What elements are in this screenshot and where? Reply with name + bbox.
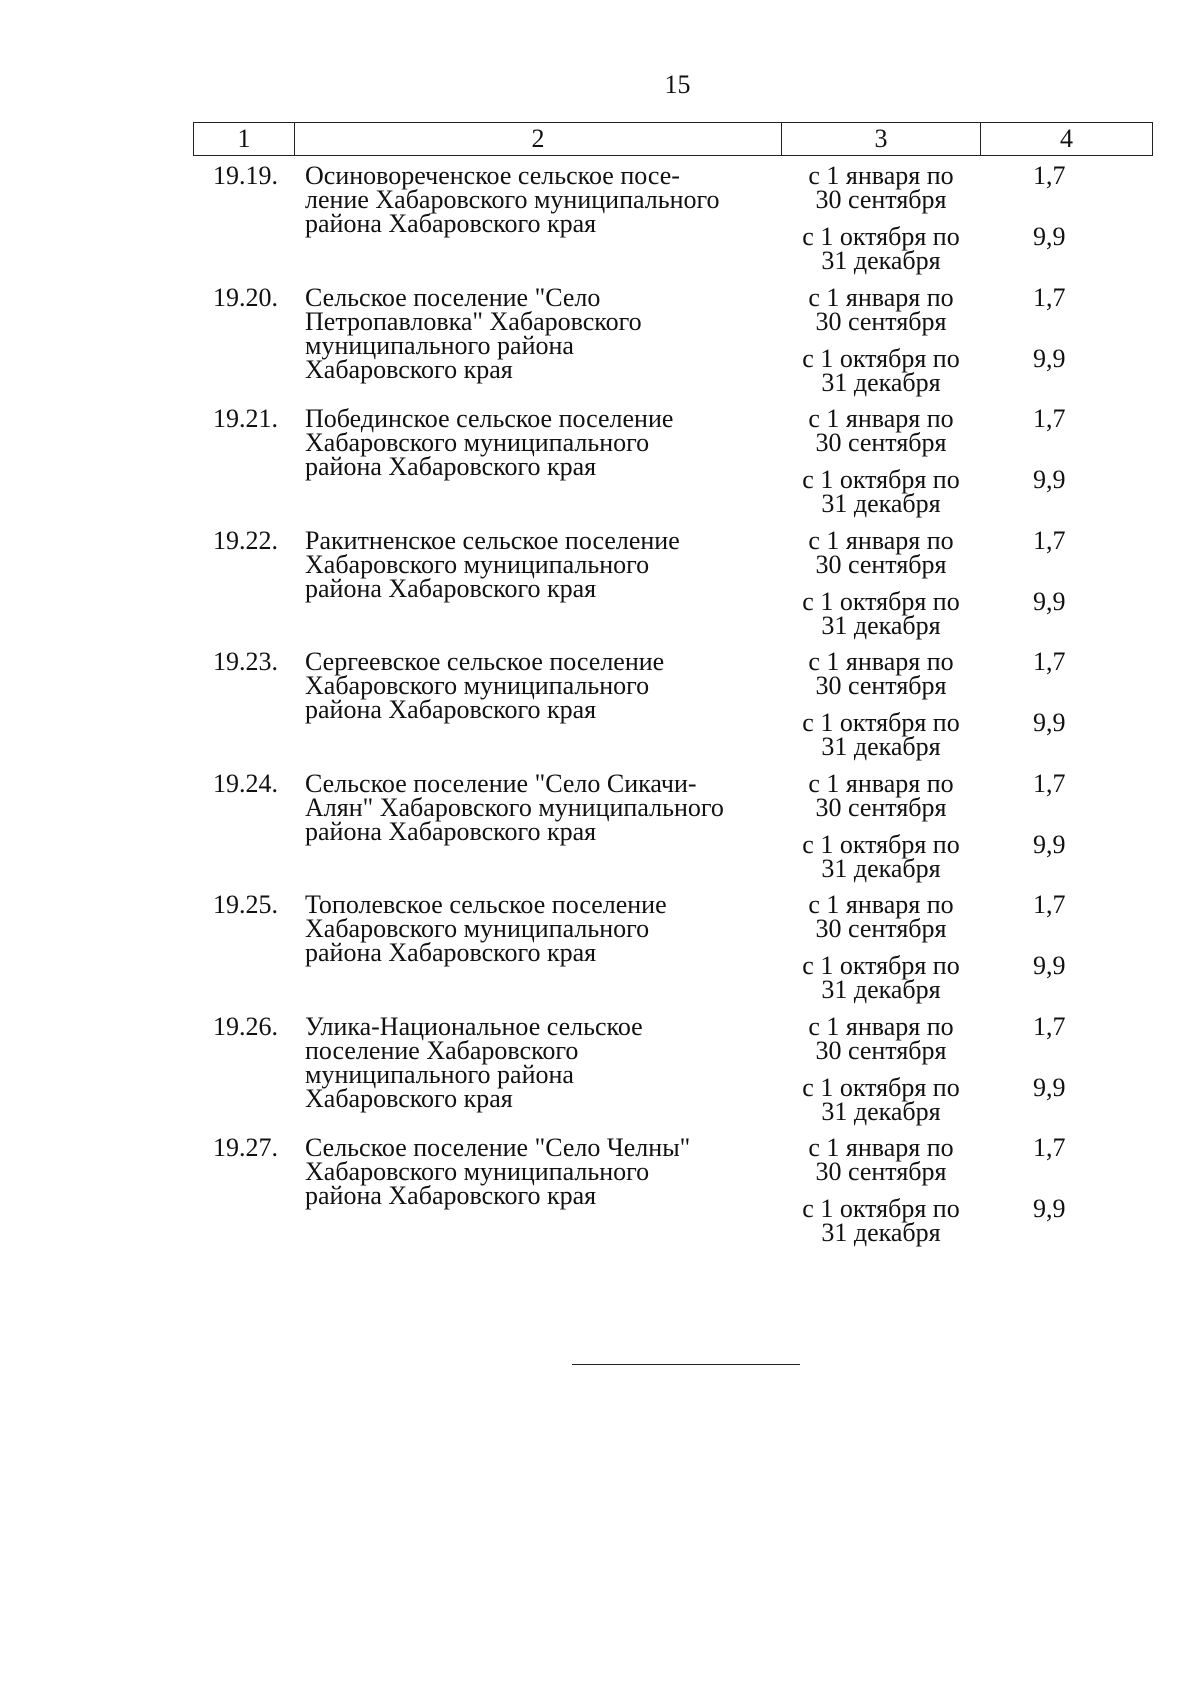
period-cell	[791, 768, 971, 822]
settlement-name-line: Сельское поселение "Село Сикачи-	[305, 768, 697, 798]
period-line: с 1 января по	[808, 1011, 954, 1041]
table-header	[193, 122, 1153, 156]
period-line: с 1 октября по	[802, 708, 960, 737]
settlement-name-line: Хабаровского муниципального	[305, 914, 650, 943]
table-row	[193, 647, 1153, 772]
period-line: 31 декабря	[821, 246, 941, 275]
period-cell	[791, 708, 971, 761]
period-line: с 1 января по	[808, 1133, 954, 1162]
rate-value: 1,7	[1033, 1133, 1066, 1162]
rate-value: 1,7	[1033, 161, 1066, 190]
period-line: 31 декабря	[821, 975, 941, 1004]
table-body	[193, 161, 1153, 1258]
settlement-name-line: Хабаровского муниципального	[305, 671, 650, 700]
period-line: 31 декабря	[821, 367, 941, 397]
period-line: с 1 января по	[808, 647, 954, 676]
period-line: с 1 октября по	[802, 1194, 960, 1223]
settlement-name-line: района Хабаровского края	[305, 816, 597, 846]
period-cell	[791, 282, 971, 336]
rate-value: 1,7	[1033, 282, 1066, 312]
period-line: 31 декабря	[821, 732, 941, 761]
period-line: с 1 октября по	[802, 829, 960, 859]
header-cell: 2	[295, 123, 782, 155]
settlement-name	[305, 647, 775, 724]
period-line: 30 сентября	[815, 792, 947, 822]
period-cell	[791, 343, 971, 397]
period-line: 31 декабря	[821, 489, 941, 518]
settlement-name-line: Сергеевское сельское поселение	[305, 647, 665, 676]
period-cell	[791, 1072, 971, 1126]
period-line: с 1 января по	[808, 525, 954, 555]
period-line: с 1 октября по	[802, 951, 960, 980]
table-row	[193, 768, 1153, 894]
settlement-name-line: Осиновореченское сельское посе-	[305, 161, 680, 190]
rate-value: 9,9	[1033, 708, 1066, 737]
period-cell	[791, 951, 971, 1004]
settlement-name-line: Хабаровского края	[305, 1083, 513, 1113]
period-line: 30 сентября	[815, 914, 947, 943]
period-cell	[791, 890, 971, 943]
period-line: 31 декабря	[821, 1096, 941, 1126]
settlement-name-line: Хабаровского муниципального	[305, 428, 650, 457]
period-line: с 1 января по	[808, 768, 954, 798]
period-cell	[791, 404, 971, 457]
rate-value: 9,9	[1033, 1072, 1066, 1102]
row-number: 19.25.	[213, 890, 278, 919]
period-cell	[791, 222, 971, 275]
rate-value: 9,9	[1033, 222, 1066, 251]
period-cell	[791, 161, 971, 214]
settlement-name	[305, 282, 775, 384]
period-line: с 1 октября по	[802, 222, 960, 251]
settlement-name-line: Петропавловка" Хабаровского	[305, 306, 642, 336]
settlement-name-line: района Хабаровского края	[305, 452, 597, 481]
period-line: 31 декабря	[821, 1218, 941, 1247]
period-cell	[791, 525, 971, 579]
period-line: 31 декабря	[821, 853, 941, 883]
settlement-name	[305, 890, 775, 967]
end-divider	[572, 1364, 800, 1365]
period-line: 30 сентября	[815, 671, 947, 700]
settlement-name-line: Алян" Хабаровского муниципального	[305, 792, 724, 822]
settlement-name-line: муниципального района	[305, 330, 574, 360]
settlement-name-line: Побединское сельское поселение	[305, 404, 674, 433]
period-cell	[791, 1011, 971, 1065]
period-line: с 1 января по	[808, 404, 954, 433]
period-line: с 1 октября по	[802, 465, 960, 494]
page-number: 15	[664, 70, 691, 99]
rate-value: 1,7	[1033, 890, 1066, 919]
row-number: 19.22.	[213, 525, 278, 555]
table-row	[193, 525, 1153, 651]
settlement-name-line: района Хабаровского края	[305, 695, 597, 724]
row-number: 19.27.	[213, 1133, 278, 1162]
settlement-name-line: района Хабаровского края	[305, 938, 597, 967]
table-row	[193, 404, 1153, 529]
period-cell	[791, 1194, 971, 1247]
settlement-name-line: Улика-Национальное сельское	[305, 1011, 643, 1041]
row-number: 19.20.	[213, 282, 278, 312]
period-line: 31 декабря	[821, 610, 941, 640]
table-row	[193, 1011, 1153, 1137]
rate-value: 9,9	[1033, 951, 1066, 980]
settlement-name	[305, 1011, 775, 1113]
row-number: 19.24.	[213, 768, 278, 798]
row-number: 19.19.	[213, 161, 278, 190]
period-line: 30 сентября	[815, 1035, 947, 1065]
settlement-name	[305, 768, 775, 846]
period-cell	[791, 586, 971, 640]
header-cell: 3	[782, 123, 981, 155]
row-number: 19.21.	[213, 404, 278, 433]
rate-value: 9,9	[1033, 343, 1066, 373]
period-line: 30 сентября	[815, 306, 947, 336]
rate-value: 9,9	[1033, 586, 1066, 616]
rate-value: 9,9	[1033, 1194, 1066, 1223]
settlement-name-line: района Хабаровского края	[305, 573, 597, 603]
rate-value: 1,7	[1033, 768, 1066, 798]
settlement-name	[305, 404, 775, 481]
period-cell	[791, 647, 971, 700]
settlement-name-line: поселение Хабаровского	[305, 1035, 579, 1065]
period-line: 30 сентября	[815, 1157, 947, 1186]
period-cell	[791, 1133, 971, 1186]
settlement-name-line: Тополевское сельское поселение	[305, 890, 667, 919]
period-line: 30 сентября	[815, 185, 947, 214]
settlement-name-line: Сельское поселение "Село Челны"	[305, 1133, 691, 1162]
settlement-name	[305, 1133, 775, 1210]
table-row	[193, 282, 1153, 408]
period-line: с 1 января по	[808, 282, 954, 312]
settlement-name-line: района Хабаровского края	[305, 209, 597, 238]
settlement-name-line: Ракитненское сельское поселение	[305, 525, 680, 555]
period-line: 30 сентября	[815, 428, 947, 457]
settlement-name-line: муниципального района	[305, 1059, 574, 1089]
rate-value: 1,7	[1033, 1011, 1066, 1041]
period-line: 30 сентября	[815, 549, 947, 579]
period-cell	[791, 829, 971, 883]
header-cell: 4	[1060, 124, 1073, 153]
period-cell	[791, 465, 971, 518]
settlement-name-line: Хабаровского края	[305, 354, 513, 384]
period-line: с 1 января по	[808, 161, 954, 190]
settlement-name-line: района Хабаровского края	[305, 1181, 597, 1210]
rate-value: 1,7	[1033, 647, 1066, 676]
period-line: с 1 октября по	[802, 1072, 960, 1102]
period-line: с 1 января по	[808, 890, 954, 919]
table-row	[193, 161, 1153, 286]
settlement-name-line: Хабаровского муниципального	[305, 549, 650, 579]
row-number: 19.26.	[213, 1011, 278, 1041]
settlement-name-line: Сельское поселение "Село	[305, 282, 601, 312]
period-line: с 1 октября по	[802, 586, 960, 616]
settlement-name	[305, 525, 775, 603]
rate-value: 1,7	[1033, 525, 1066, 555]
rate-value: 9,9	[1033, 465, 1066, 494]
header-cell: 1	[194, 123, 295, 155]
settlement-name-line: Хабаровского муниципального	[305, 1157, 650, 1186]
settlement-name	[305, 161, 775, 238]
table-row	[193, 1133, 1153, 1258]
rate-value: 1,7	[1033, 404, 1066, 433]
table-row	[193, 890, 1153, 1015]
period-line: с 1 октября по	[802, 343, 960, 373]
rate-value: 9,9	[1033, 829, 1066, 859]
row-number: 19.23.	[213, 647, 278, 676]
settlement-name-line: ление Хабаровского муниципального	[305, 185, 720, 214]
